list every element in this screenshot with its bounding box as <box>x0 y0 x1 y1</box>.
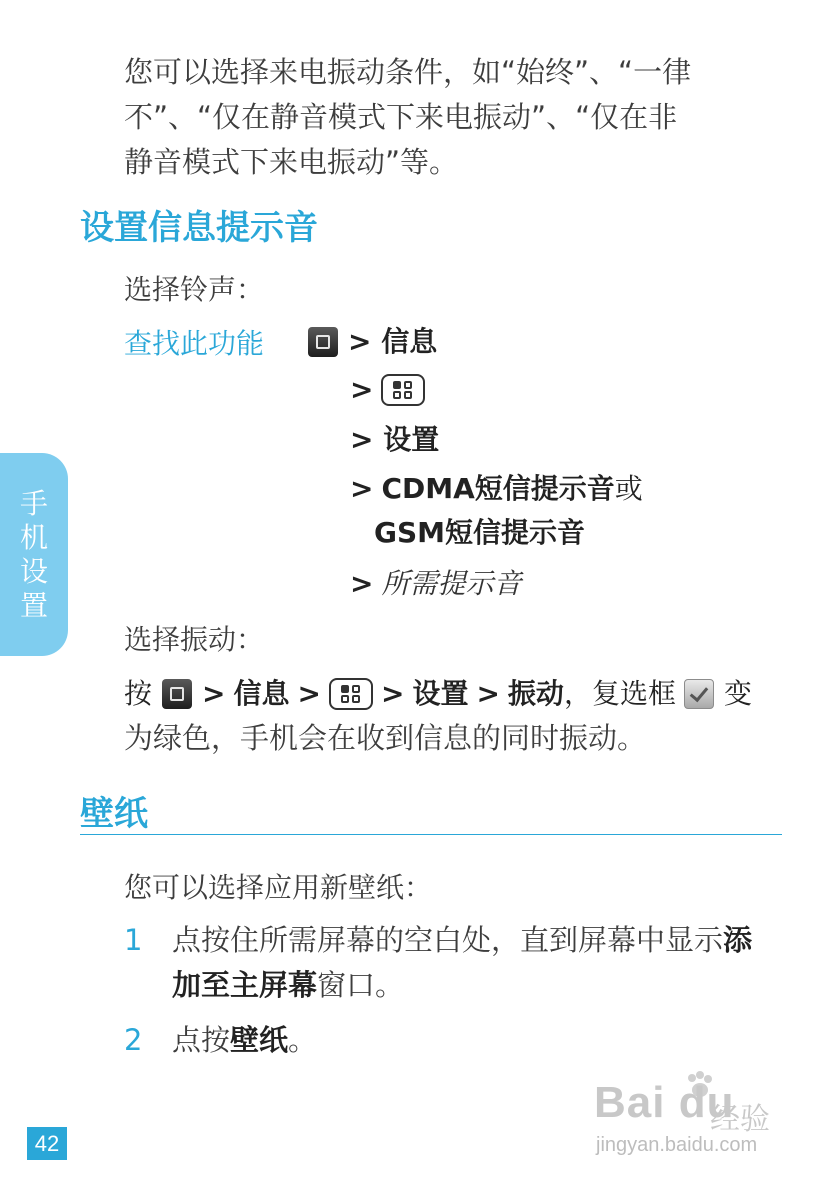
nav-step-2: > <box>350 368 425 412</box>
nav-step-4: > CDMA短信提示音 或 <box>350 467 643 511</box>
watermark-logo: Bai du <box>594 1078 735 1127</box>
home-icon <box>162 679 192 709</box>
item-number: 1 <box>124 923 143 957</box>
desired-tone: 所需提示音 <box>381 567 522 600</box>
item-number: 2 <box>124 1023 143 1057</box>
intro-paragraph <box>124 50 794 185</box>
nav-step-4-cont <box>374 511 585 555</box>
list-item: 2 点按 壁纸 。 <box>124 1018 317 1063</box>
chapter-side-tab <box>0 453 68 656</box>
messages-label: 信息 <box>233 677 290 710</box>
page-number: 42 <box>27 1127 67 1160</box>
wallpaper-intro: 您可以选择应用新壁纸： <box>124 871 433 904</box>
section-heading-notification: 设置信息提示音 <box>80 208 318 248</box>
cdma-tone-option: CDMA短信提示音 <box>381 472 615 505</box>
nav-step-3 <box>350 418 439 462</box>
side-tab-char: 机 <box>19 520 48 554</box>
side-tab-char: 置 <box>19 588 48 622</box>
watermark-text: 经验 <box>710 1102 770 1137</box>
ringtone-label: 选择铃声： <box>124 273 265 306</box>
intro-line-2: 不”、“仅在静音模式下来电振动”、“仅在非 <box>124 100 678 134</box>
side-tab-char: 设 <box>19 554 48 588</box>
vibrate-instruction: 按 > 信息 > > 设置 > 振动 ，复选框 变 <box>124 672 752 716</box>
nav-step-1 <box>308 320 437 364</box>
section-heading-wallpaper: 壁纸 <box>80 794 148 834</box>
intro-line-1: 您可以选择来电振动条件，如“始终”、“一律 <box>124 55 692 89</box>
list-item: 1 点按住所需屏幕的空白处，直到屏幕中显示 添 加至主屏幕窗口。 <box>124 918 794 1008</box>
menu-icon <box>381 374 425 406</box>
home-icon <box>308 327 338 357</box>
side-tab-char: 手 <box>19 486 48 520</box>
menu-icon <box>329 678 373 710</box>
nav-step-messages: > 信息 <box>348 325 438 358</box>
intro-line-3: 静音模式下来电振动”等。 <box>124 145 459 179</box>
gsm-tone-option: GSM短信提示音 <box>374 516 586 549</box>
nav-step-settings: > 设置 <box>350 423 440 456</box>
nav-step-5: > 所需提示音 <box>350 562 521 606</box>
watermark-url: jingyan.baidu.com <box>596 1134 758 1156</box>
settings-label: 设置 <box>412 677 469 710</box>
or-text: 或 <box>614 472 643 505</box>
baidu-watermark <box>592 1070 792 1180</box>
section-divider <box>80 834 782 835</box>
find-feature-label: 查找此功能 <box>124 327 265 360</box>
vibrate-bold: 振动 <box>507 677 564 710</box>
vibrate-label: 选择振动： <box>124 623 265 656</box>
vibrate-instruction-line-2: 为绿色，手机会在收到信息的同时振动。 <box>124 721 647 755</box>
checkbox-icon <box>684 679 714 709</box>
